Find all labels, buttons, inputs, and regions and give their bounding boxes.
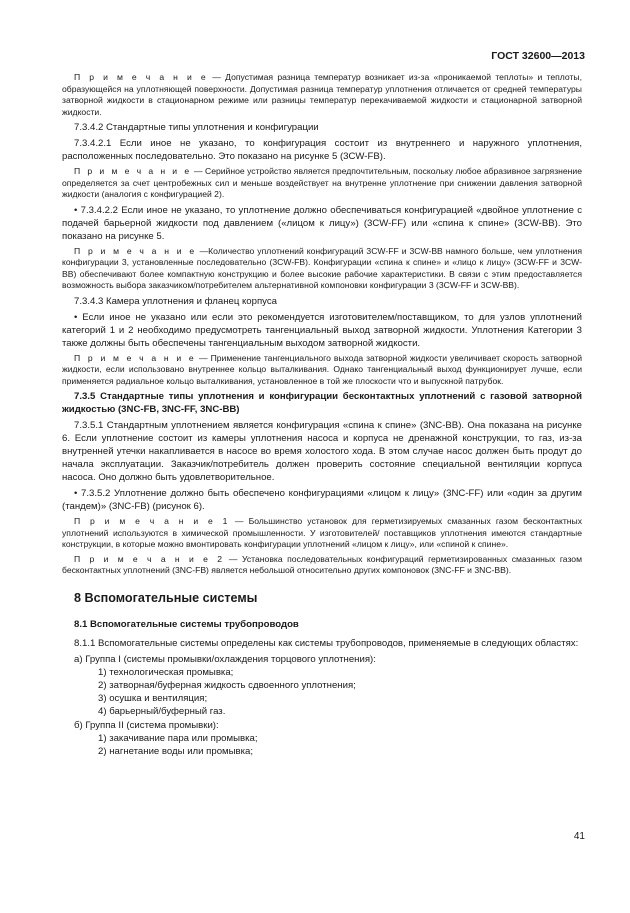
note-paragraph	[62, 246, 582, 292]
note-label: П р и м е ч а н и е	[74, 166, 192, 176]
subsection-heading: 8.1 Вспомогательные системы трубопроводов	[74, 618, 299, 630]
list-subitem: 1) закачивание пара или промывка;	[98, 732, 258, 744]
clause-paragraph: • 7.3.4.2.2 Если иное не указано, то уплотнение должно обеспечиваться конфигурацией «двойное уплотнение с подачей барьерной жидкости под давлением («лицом к лицу») (3CW-FF) или «спина к спине» (3CW-BB). Это показано на рисунке 5.	[62, 204, 582, 242]
note-text: — Установка последовательных конфигураций герметизированных смазанных газом бесконтактных уплотнений (3NC-FB) является небольшой относительно других компоновок (3NC-FF и 3NC-BB).	[62, 553, 582, 575]
note-label: П р и м е ч а н и е 1	[74, 516, 230, 526]
note-paragraph	[62, 516, 582, 551]
note-text: —Количество уплотнений конфигураций 3CW-FF и 3CW-BB намного больше, чем уплотнения конфигурации 3, установленные последовательно (3CW-FB). Конфигурации «спина к спине» и «лицо к лицу» (3CW-FF и 3CW-BB) обеспечивают более компактную конструкцию и более высокие рабочие характеристики. В связи с этим предоставляется возможность выбора заказчиком/потребителем альтернативной компоновки конфигурации 3 (3CW-FF и 3CW-BB).	[62, 245, 582, 290]
clause-paragraph: • Если иное не указано или если это рекомендуется изготовителем/поставщиком, то для узлов уплотнений категорий 1 и 2 необходимо предусмотреть тангенциальный выход затворной жидкости. Уплотнения Категории 3 также должны быть обеспечены тангенциальным выходом затворной жидкости.	[62, 311, 582, 349]
list-subitem: 3) осушка и вентиляция;	[98, 693, 208, 705]
clause-heading: 7.3.4.2 Стандартные типы уплотнения и конфигурации	[74, 122, 319, 133]
list-group-item: б) Группа II (система промывки):	[74, 719, 219, 731]
list-subitem: 4) барьерный/буферный газ.	[98, 706, 226, 718]
note-label: П р и м е ч а н и е	[74, 245, 197, 256]
page-number: 41	[573, 831, 585, 842]
note-label: П р и м е ч а н и е 2	[74, 553, 225, 564]
section-heading: 8 Вспомогательные системы	[74, 590, 258, 605]
list-subitem: 2) нагнетание воды или промывка;	[98, 745, 254, 757]
list-subitem: 2) затворная/буферная жидкость сдвоенного уплотнения;	[98, 679, 356, 691]
note-paragraph	[62, 166, 582, 201]
clause-heading-bold: 7.3.5 Стандартные типы уплотнения и конфигурации бесконтактных уплотнений с газовой затворной жидкостью (3NC-FB, 3NC-FF, 3NC-BB)	[62, 391, 582, 415]
list-subitem: 1) технологическая промывка;	[98, 666, 234, 678]
note-text: — Допустимая разница температур возникает из-за «проникаемой теплоты» и теплоты, образующейся на уплотняющей поверхности. Допустимая разница температур уплотнения отличается от средней температуры затворной жидкости в стационарном режиме или разницы температур перекачиваемой жидкости и стационарной затворной жидкости.	[62, 72, 582, 117]
clause-paragraph: 8.1.1 Вспомогательные системы определены как системы трубопроводов, применяемые в следующих областях:	[74, 637, 579, 649]
note-label: П р и м е ч а н и е	[74, 352, 197, 363]
clause-paragraph: 7.3.5.1 Стандартным уплотнением является конфигурация «спина к спине» (3NC-BB). Она показана на рисунке 6. Если уплотнение состоит из камеры уплотнения насоса и корпуса не дренажной конструкции, то газ, из-за внутренней утечки накапливается в насосе во время холостого хода. В этом случае насос должен быть продут до начала эксплуатации. Заказчик/потребитель должен проверить состояние специальной вентиляции корпуса насоса. Оно должно быть удовлетворительное.	[62, 420, 582, 483]
note-label: П р и м е ч а н и е	[74, 72, 209, 82]
note-paragraph	[62, 72, 582, 118]
note-text: — Применение тангенциального выхода затворной жидкости увеличивает скорость затворной жидкости, если использовано внутреннее кольцо выталкивания. Однако тангенциальный выход функционирует лучше, если применяется радиальное кольцо выталкивания, установленное в той же плоскости что и выпускной патрубок.	[62, 352, 582, 386]
document-header: ГОСТ 32600—2013	[491, 50, 585, 62]
page-body	[62, 72, 582, 758]
clause-paragraph: • 7.3.5.2 Уплотнение должно быть обеспечено конфигурациями «лицом к лицу» (3NC-FF) или «один за другим (тандем)» (3NC-FB) (рисунок 6).	[62, 488, 582, 512]
note-text: — Серийное устройство является предпочтительным, поскольку любое абразивное загрязнение определяется за счет центробежных сил и меньше воздействует на внутренне уплотнение при снижении давления затворной жидкости (аналогия с конфигурацией 2).	[62, 166, 582, 199]
note-text: — Большинство установок для герметизируемых смазанных газом бесконтактных уплотнений используются в химической промышленности. У изготовителей/ поставщиков уплотнения имеются стандартные конструкции, в которые можно вмонтировать конфигурации уплотнений «лицом к лицу», или «спиной к спине».	[62, 516, 582, 549]
group-list	[62, 653, 582, 759]
note-paragraph	[62, 554, 582, 577]
clause-heading: 7.3.4.3 Камера уплотнения и фланец корпуса	[74, 295, 277, 307]
clause-paragraph: 7.3.4.2.1 Если иное не указано, то конфигурация состоит из внутреннего и наружного уплотнения, расположенных последовательно. Это показано на рисунке 5 (3CW-FB).	[62, 138, 582, 162]
list-group-item: а) Группа I (системы промывки/охлаждения торцового уплотнения):	[74, 653, 376, 665]
note-paragraph	[62, 353, 582, 388]
